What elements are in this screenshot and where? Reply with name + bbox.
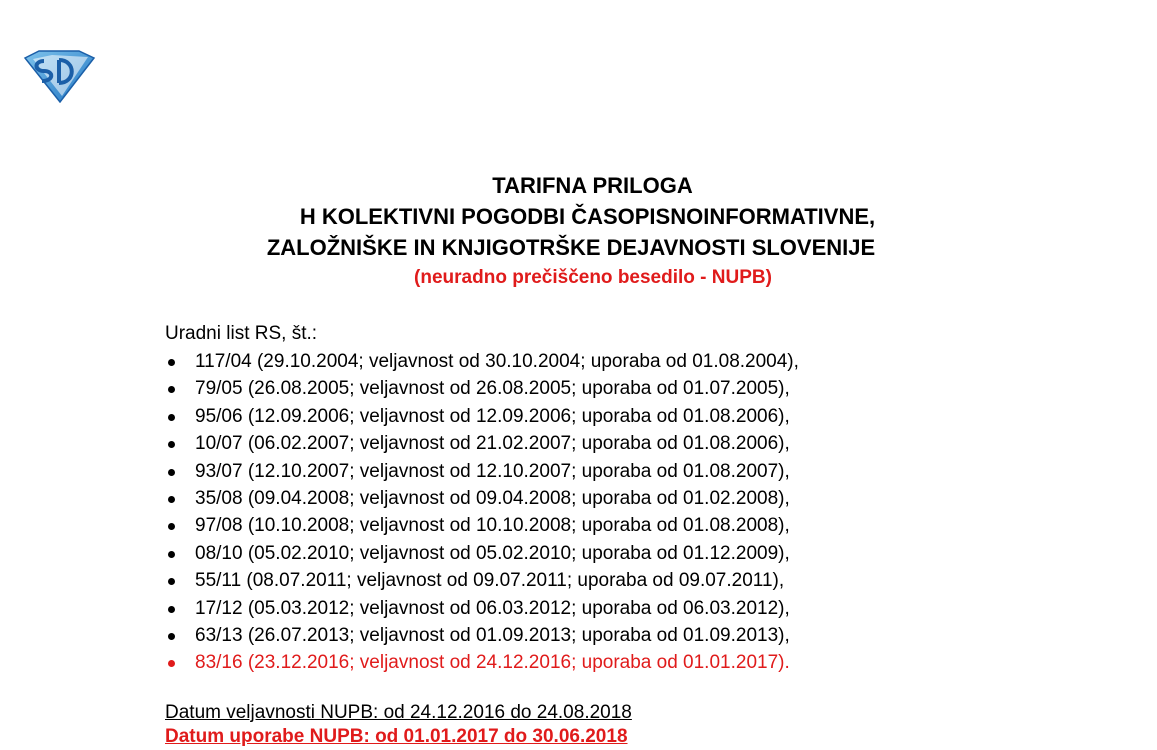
bullet-icon [168,578,175,585]
list-item [165,567,799,594]
list-item [165,430,799,457]
list-item [165,375,799,402]
list-item-latest [165,649,799,676]
list-item-text: 55/11 (08.07.2011; veljavnost od 09.07.2011; uporaba od 09.07.2011), [195,570,785,592]
list-item [165,403,799,430]
gazette-list [165,348,799,677]
validity-date: Datum veljavnosti NUPB: od 24.12.2016 do 24.08.2018 [165,702,632,723]
list-item [165,540,799,567]
list-item-text: 93/07 (12.10.2007; veljavnost od 12.10.2007; uporaba od 01.08.2007), [195,460,790,482]
list-item [165,458,799,485]
title-line-2: H KOLEKTIVNI POGODBI ČASOPISNOINFORMATIVNE, [299,204,876,229]
list-item-text: 63/13 (26.07.2013; veljavnost od 01.09.2013; uporaba od 01.09.2013), [195,624,790,646]
list-item [165,512,799,539]
list-item [165,348,799,375]
title-line-3: ZALOŽNIŠKE IN KNJIGOTRŠKE DEJAVNOSTI SLOVENIJE [266,235,876,260]
company-logo [22,49,96,103]
list-item-text: 79/05 (26.08.2005; veljavnost od 26.08.2005; uporaba od 01.07.2005), [195,378,790,400]
title-line-1: TARIFNA PRILOGA [492,173,693,198]
bullet-icon [168,359,175,366]
application-date: Datum uporabe NUPB: od 01.01.2017 do 30.06.2018 [165,726,628,747]
bullet-icon [168,660,175,667]
list-item-text: 95/06 (12.09.2006; veljavnost od 12.09.2006; uporaba od 01.08.2006), [195,405,790,427]
list-item-text: 83/16 (23.12.2016; veljavnost od 24.12.2016; uporaba od 01.01.2017). [195,652,790,674]
list-item-text: 117/04 (29.10.2004; veljavnost od 30.10.2004; uporaba od 01.08.2004), [195,351,799,372]
bullet-icon [168,386,175,393]
gazette-intro: Uradni list RS, št.: [165,323,318,344]
bullet-icon [168,469,175,476]
list-item-text: 10/07 (06.02.2007; veljavnost od 21.02.2007; uporaba od 01.08.2006), [195,433,790,455]
list-item [165,622,799,649]
document-subtitle: (neuradno prečiščeno besedilo - NUPB) [414,267,772,288]
bullet-icon [168,523,175,530]
bullet-icon [168,414,175,421]
list-item [165,485,799,512]
bullet-icon [168,496,175,503]
document-title [0,170,1157,293]
bullet-icon [168,606,175,613]
list-item-text: 17/12 (05.03.2012; veljavnost od 06.03.2012; uporaba od 06.03.2012), [195,597,790,619]
list-item-text: 08/10 (05.02.2010; veljavnost od 05.02.2010; uporaba od 01.12.2009), [195,542,790,564]
bullet-icon [168,551,175,558]
bullet-icon [168,441,175,448]
list-item [165,595,799,622]
list-item-text: 97/08 (10.10.2008; veljavnost od 10.10.2008; uporaba od 01.08.2008), [195,515,790,537]
list-item-text: 35/08 (09.04.2008; veljavnost od 09.04.2008; uporaba od 01.02.2008), [195,487,790,509]
bullet-icon [168,633,175,640]
